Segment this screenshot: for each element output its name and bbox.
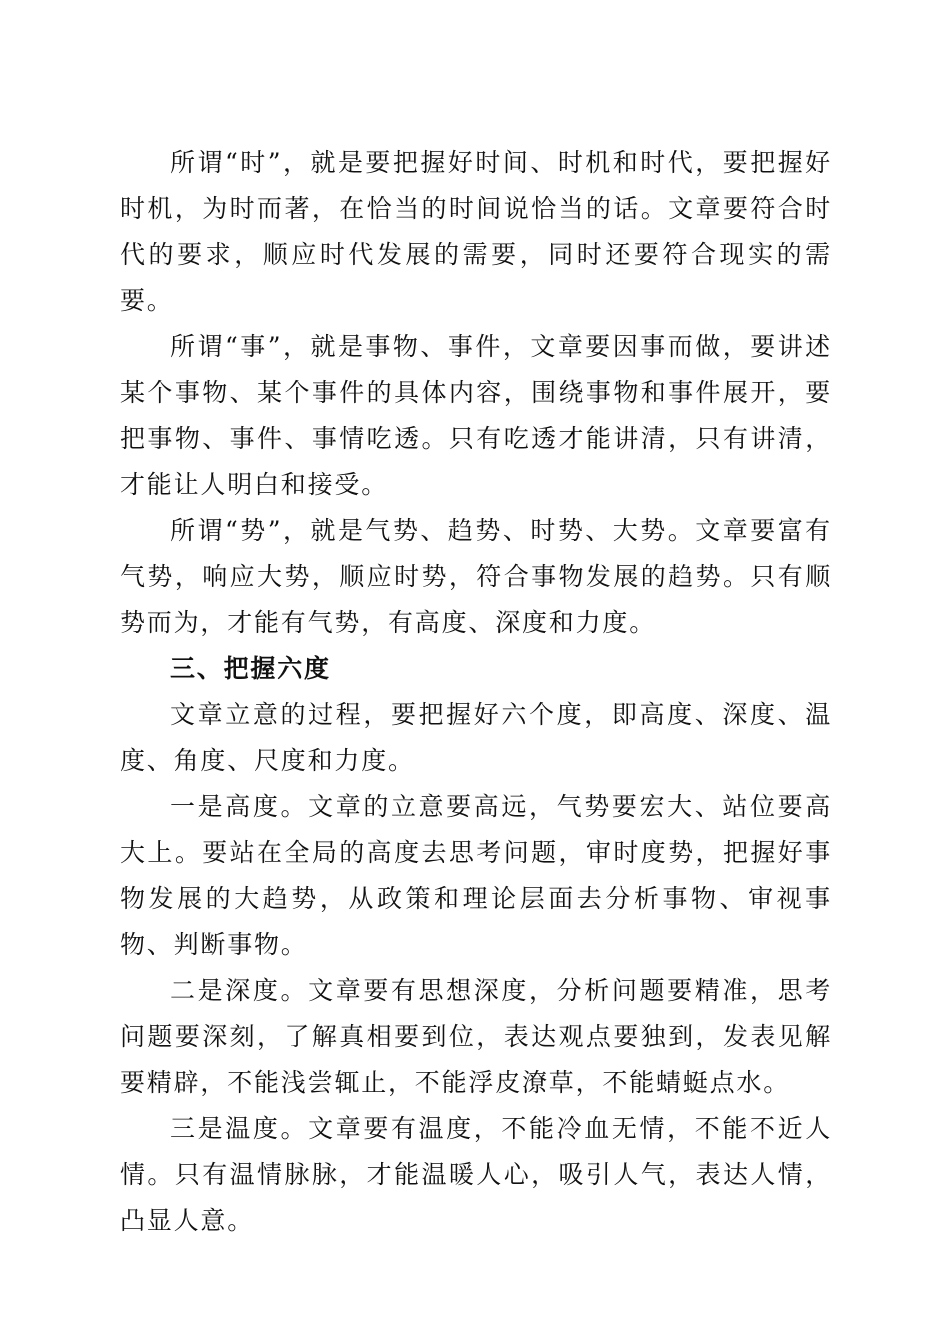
item-lead: 三是温度。 (170, 1114, 309, 1143)
document-body (120, 140, 832, 1244)
item-height (120, 784, 832, 968)
item-lead: 二是深度。 (170, 976, 309, 1005)
item-text: 文章要有思想深度，分析问题要精准，思考问题要深刻，了解真相要到位，表达观点要独到，发表见解要精辟，不能浅尝辄止，不能浮皮潦草，不能蜻蜓点水。 (120, 976, 832, 1097)
item-depth (120, 968, 832, 1106)
item-text: 文章的立意要高远，气势要宏大、站位要高大上。要站在全局的高度去思考问题，审时度势，把握好事物发展的大趋势，从政策和理论层面去分析事物、审视事物、判断事物。 (120, 792, 832, 959)
item-text: 文章要有温度，不能冷血无情，不能不近人情。只有温情脉脉，才能温暖人心，吸引人气，表达人情，凸显人意。 (120, 1114, 832, 1235)
section-intro: 文章立意的过程，要把握好六个度，即高度、深度、温度、角度、尺度和力度。 (120, 700, 832, 775)
item-lead: 一是高度。 (170, 792, 309, 821)
section-heading: 三、把握六度 (170, 654, 331, 683)
paragraph-momentum: 所谓“势”，就是气势、趋势、时势、大势。文章要富有气势，响应大势，顺应时势，符合事物发展的趋势。只有顺势而为，才能有气势，有高度、深度和力度。 (120, 516, 832, 637)
paragraph-time: 所谓“时”，就是要把握好时间、时机和时代，要把握好时机，为时而著，在恰当的时间说恰当的话。文章要符合时代的要求，顺应时代发展的需要，同时还要符合现实的需要。 (120, 148, 832, 315)
item-warmth (120, 1106, 832, 1244)
paragraph-matter: 所谓“事”，就是事物、事件，文章要因事而做，要讲述某个事物、某个事件的具体内容，围绕事物和事件展开，要把事物、事件、事情吃透。只有吃透才能讲清，只有讲清，才能让人明白和接受。 (120, 332, 832, 499)
